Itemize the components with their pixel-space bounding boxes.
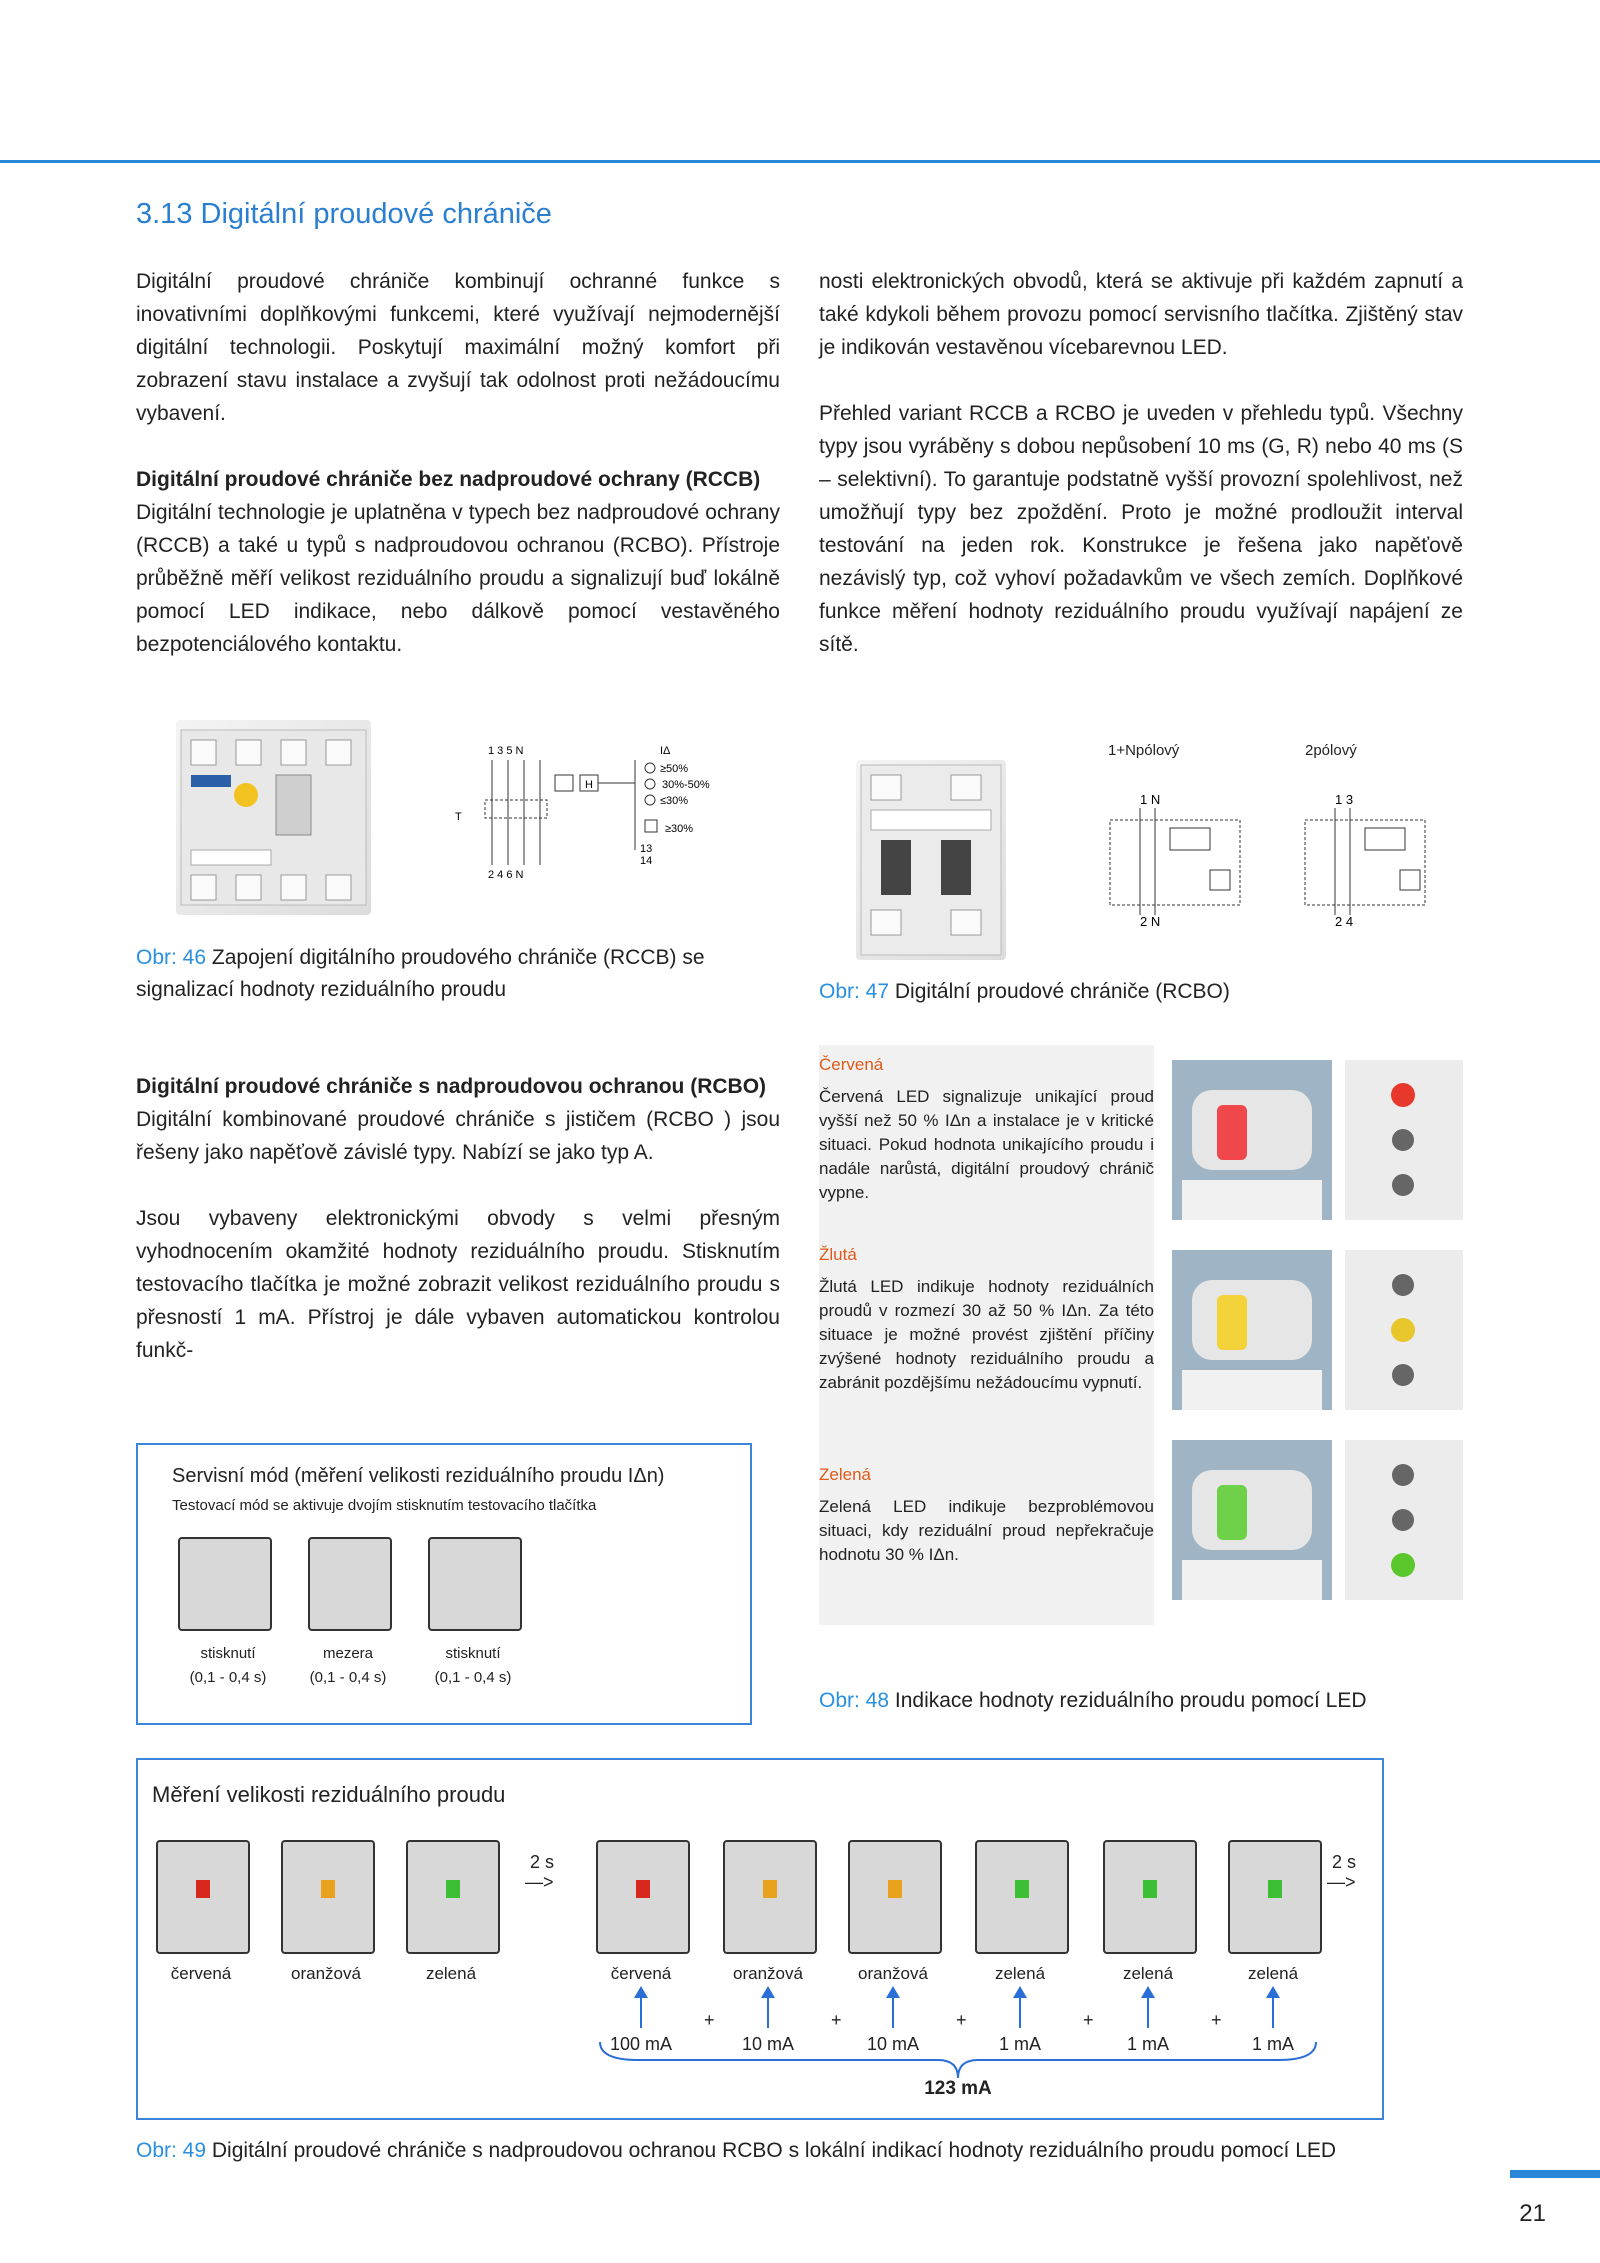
rcbo-device-photo [856, 760, 1006, 960]
led-color-label: červená [170, 1964, 232, 1983]
rcbo-heading: Digitální proudové chrániče s nadproudovou ochranou (RCBO) [136, 1075, 767, 1098]
led-color-label: zelená [425, 1964, 477, 1983]
rcbo-section [136, 1070, 780, 1367]
a-top-terminals: 1 N [1140, 792, 1161, 807]
led-green-text: Zelená LED indikuje bezproblémovou situaci, kdy reziduální proud nepřekračuje hodnotu 30 % IΔn. [819, 1497, 1154, 1564]
led-color-label: oranžová [733, 1964, 803, 1983]
measurement-device-b-4 [975, 1840, 1069, 1954]
fig46-text: Zapojení digitálního proudového chrániče (RCCB) se signalizací hodnoty reziduálního proudu [136, 946, 705, 1001]
fig48-caption [819, 1685, 1459, 1717]
step-2-label: mezera [322, 1645, 374, 1662]
step-1-label: stisknutí [200, 1645, 256, 1662]
device-led [1015, 1880, 1029, 1898]
step-1-time: (0,1 - 0,4 s) [189, 1669, 267, 1686]
fig47-caption [819, 976, 1459, 1008]
current-value-label: 1 mA [998, 2034, 1041, 2054]
arrow-head-icon [1266, 1986, 1280, 1998]
measurement-device-b-5 [1103, 1840, 1197, 1954]
wait-arrow-2: —> [1327, 1872, 1356, 1892]
led-yellow-photo [1172, 1250, 1332, 1410]
measurement-device-b-2 [723, 1840, 817, 1954]
led-color-label: zelená [1247, 1964, 1299, 1983]
led-color-label: zelená [1122, 1964, 1174, 1983]
step-3-time: (0,1 - 0,4 s) [434, 1669, 512, 1686]
plus-sign: + [831, 2010, 842, 2030]
measurement-device-b-1 [596, 1840, 690, 1954]
plus-sign: + [956, 2010, 967, 2030]
right-column [819, 265, 1463, 661]
rccb-wiring-diagram [450, 740, 780, 890]
wait-arrow-1: —> [525, 1872, 554, 1892]
current-value-label: 1 mA [1251, 2034, 1294, 2054]
a-bottom-terminals: 2 N [1140, 914, 1161, 929]
plus-sign: + [1083, 2010, 1094, 2030]
device-led [763, 1880, 777, 1898]
led-yellow-block [819, 1245, 1154, 1395]
plus-sign: + [1211, 2010, 1222, 2030]
level-3: ≤30% [660, 795, 689, 807]
led-red-block [819, 1055, 1154, 1205]
led-green-panel [1345, 1440, 1463, 1600]
fig48-number: Obr: 48 [819, 1689, 890, 1712]
device-led [888, 1880, 902, 1898]
device-led [446, 1880, 460, 1898]
contact-13: 13 [640, 843, 653, 855]
current-value-label: 100 mA [609, 2034, 673, 2054]
fig46-number: Obr: 46 [136, 946, 207, 969]
fig48-text: Indikace hodnoty reziduálního proudu pomocí LED [894, 1689, 1367, 1712]
rcbo-paragraph-1: Digitální kombinované proudové chrániče s jističem (RCBO ) jsou řešeny jako napěťově závislé typy. Nabízí se jako typ A. [136, 1108, 780, 1164]
rccb-heading: Digitální proudové chrániče bez nadproudové ochrany (RCCB) [136, 468, 761, 491]
led-yellow-panel [1345, 1250, 1463, 1410]
current-value-label: 10 mA [866, 2034, 920, 2054]
total-brace [598, 2040, 1318, 2080]
rcbo-1n-schematic [1100, 790, 1250, 940]
led-green-block [819, 1465, 1154, 1567]
terminals-bottom-label: 2 4 6 N [488, 869, 524, 881]
press-illustration-2 [428, 1537, 522, 1631]
led-yellow-text: Žlutá LED indikuje hodnoty reziduálních proudů v rozmezí 30 až 50 % IΔn. Za této situace je možné provést zjištění příčiny zvýšené hodnoty reziduálního proudu a zabránit pozdějšímu nežádoucímu vypnutí. [819, 1277, 1154, 1392]
right-paragraph-2: Přehled variant RCCB a RCBO je uveden v přehledu typů. Všechny typy jsou vyráběny s dobou nepůsobení 10 ms (G, R) nebo 40 ms (S – selektivní). To garantuje podstatně vyšší provozní spolehlivost, než umožňují typy bez zpoždění. Proto je možné prodloužit interval testování na jeden rok. Konstrukce je řešena jako napěťově nezávislý typ, což vyhoví požadavkům ve všech zemích. Doplňkové funkce měření hodnoty reziduálního proudu využívají napájení ze sítě. [819, 402, 1463, 656]
b-bottom-terminals: 2 4 [1335, 914, 1354, 929]
led-green-photo [1172, 1440, 1332, 1600]
led-red-text: Červená LED signalizuje unikající proud vyšší než 50 % IΔn a instalace je v kritické situaci. Pokud hodnota unikajícího proudu i nadále narůstá, digitální proudový chránič vypne. [819, 1087, 1154, 1202]
idelta-label: IΔ [660, 745, 671, 757]
terminals-top-label: 1 3 5 N [488, 745, 524, 757]
h-label: H [585, 779, 593, 791]
current-value-label: 10 mA [741, 2034, 795, 2054]
rccb-paragraph: Digitální technologie je uplatněna v typech bez nadproudové ochrany (RCCB) a také u typů s nadproudovou ochranou (RCBO). Přístroje průběžně měří velikost reziduálního proudu a signalizují buď lokálně pomocí LED indikace, nebo dálkově pomocí vestavěného bezpotenciálového kontaktu. [136, 501, 780, 656]
total-value: 123 mA [924, 2078, 992, 2099]
rccb-device-photo [176, 720, 371, 915]
device-led [196, 1880, 210, 1898]
led-color-label: červená [610, 1964, 672, 1983]
measurement-device-a-3 [406, 1840, 500, 1954]
wait-label-2: 2 s [1332, 1852, 1357, 1872]
rcbo-2p-label: 2pólový [1305, 742, 1357, 759]
current-value-label: 1 mA [1126, 2034, 1169, 2054]
measurement-device-a-2 [281, 1840, 375, 1954]
fig49-caption [136, 2135, 1456, 2167]
right-paragraph-1: nosti elektronických obvodů, která se aktivuje při každém zapnutí a také kdykoli během provozu pomocí servisního tlačítka. Zjištěný stav je indikován vestavěnou vícebarevnou LED. [819, 270, 1463, 359]
device-led [1268, 1880, 1282, 1898]
arrow-head-icon [634, 1986, 648, 1998]
gap-illustration [308, 1537, 392, 1631]
t-label: T [455, 811, 462, 823]
measurement-box-title: Měření velikosti reziduálního proudu [152, 1782, 506, 1807]
footer-bar [1510, 2170, 1600, 2178]
arrow-head-icon [1013, 1986, 1027, 1998]
arrow-head-icon [1141, 1986, 1155, 1998]
led-yellow-title: Žlutá [819, 1245, 857, 1264]
arrow-head-icon [761, 1986, 775, 1998]
measurement-box [136, 1758, 1384, 2120]
step-2-time: (0,1 - 0,4 s) [309, 1669, 387, 1686]
contact-14: 14 [640, 855, 653, 867]
wait-label-1: 2 s [530, 1852, 555, 1872]
level-1: ≥50% [660, 763, 689, 775]
fig49-text: Digitální proudové chrániče s nadproudovou ochranou RCBO s lokální indikací hodnoty reziduálního proudu pomocí LED [211, 2139, 1337, 2162]
section-title: 3.13 Digitální proudové chrániče [136, 198, 552, 230]
led-red-panel [1345, 1060, 1463, 1220]
step-3-label: stisknutí [445, 1645, 501, 1662]
measurement-device-b-6 [1228, 1840, 1322, 1954]
fig47-text: Digitální proudové chrániče (RCBO) [894, 980, 1230, 1003]
page-number: 21 [1519, 2200, 1546, 2227]
left-column [136, 265, 780, 661]
header-rule [0, 160, 1600, 163]
press-illustration-1 [178, 1537, 272, 1631]
intro-paragraph: Digitální proudové chrániče kombinují ochranné funkce s inovativními doplňkovými funkcemi, které využívají nejmodernější digitální technologii. Poskytují maximální možný komfort při zobrazení stavu instalace a zvyšují tak odolnost proti nežádoucímu vybavení. [136, 270, 780, 425]
service-box-title: Servisní mód (měření velikosti reziduálního proudu IΔn) [172, 1465, 665, 1487]
fig49-number: Obr: 49 [136, 2139, 207, 2162]
led-red-title: Červená [819, 1055, 884, 1074]
level-4: ≥30% [665, 823, 694, 835]
device-led [1143, 1880, 1157, 1898]
led-green-title: Zelená [819, 1465, 871, 1484]
device-led [321, 1880, 335, 1898]
measurement-device-b-3 [848, 1840, 942, 1954]
rcbo-paragraph-2: Jsou vybaveny elektronickými obvody s velmi přesným vyhodnocením okamžité hodnoty reziduálního proudu. Stisknutím testovacího tlačítka je možné zobrazit velikost reziduálního proudu s přesností 1 mA. Přístroj je dále vybaven automatickou kontrolou funkč- [136, 1207, 780, 1362]
device-led [636, 1880, 650, 1898]
led-color-label: oranžová [858, 1964, 928, 1983]
fig46-caption [136, 942, 780, 1006]
b-top-terminals: 1 3 [1335, 792, 1354, 807]
rcbo-2p-schematic [1295, 790, 1445, 940]
led-color-label: zelená [994, 1964, 1046, 1983]
measurement-device-a-1 [156, 1840, 250, 1954]
led-red-photo [1172, 1060, 1332, 1220]
rcbo-1n-label: 1+Npólový [1108, 742, 1180, 759]
arrow-head-icon [886, 1986, 900, 1998]
service-box-subtitle: Testovací mód se aktivuje dvojím stisknutím testovacího tlačítka [172, 1497, 597, 1514]
level-2: 30%-50% [662, 779, 710, 791]
service-mode-box [136, 1443, 752, 1725]
led-color-label: oranžová [291, 1964, 361, 1983]
plus-sign: + [704, 2010, 715, 2030]
fig47-number: Obr: 47 [819, 980, 890, 1003]
